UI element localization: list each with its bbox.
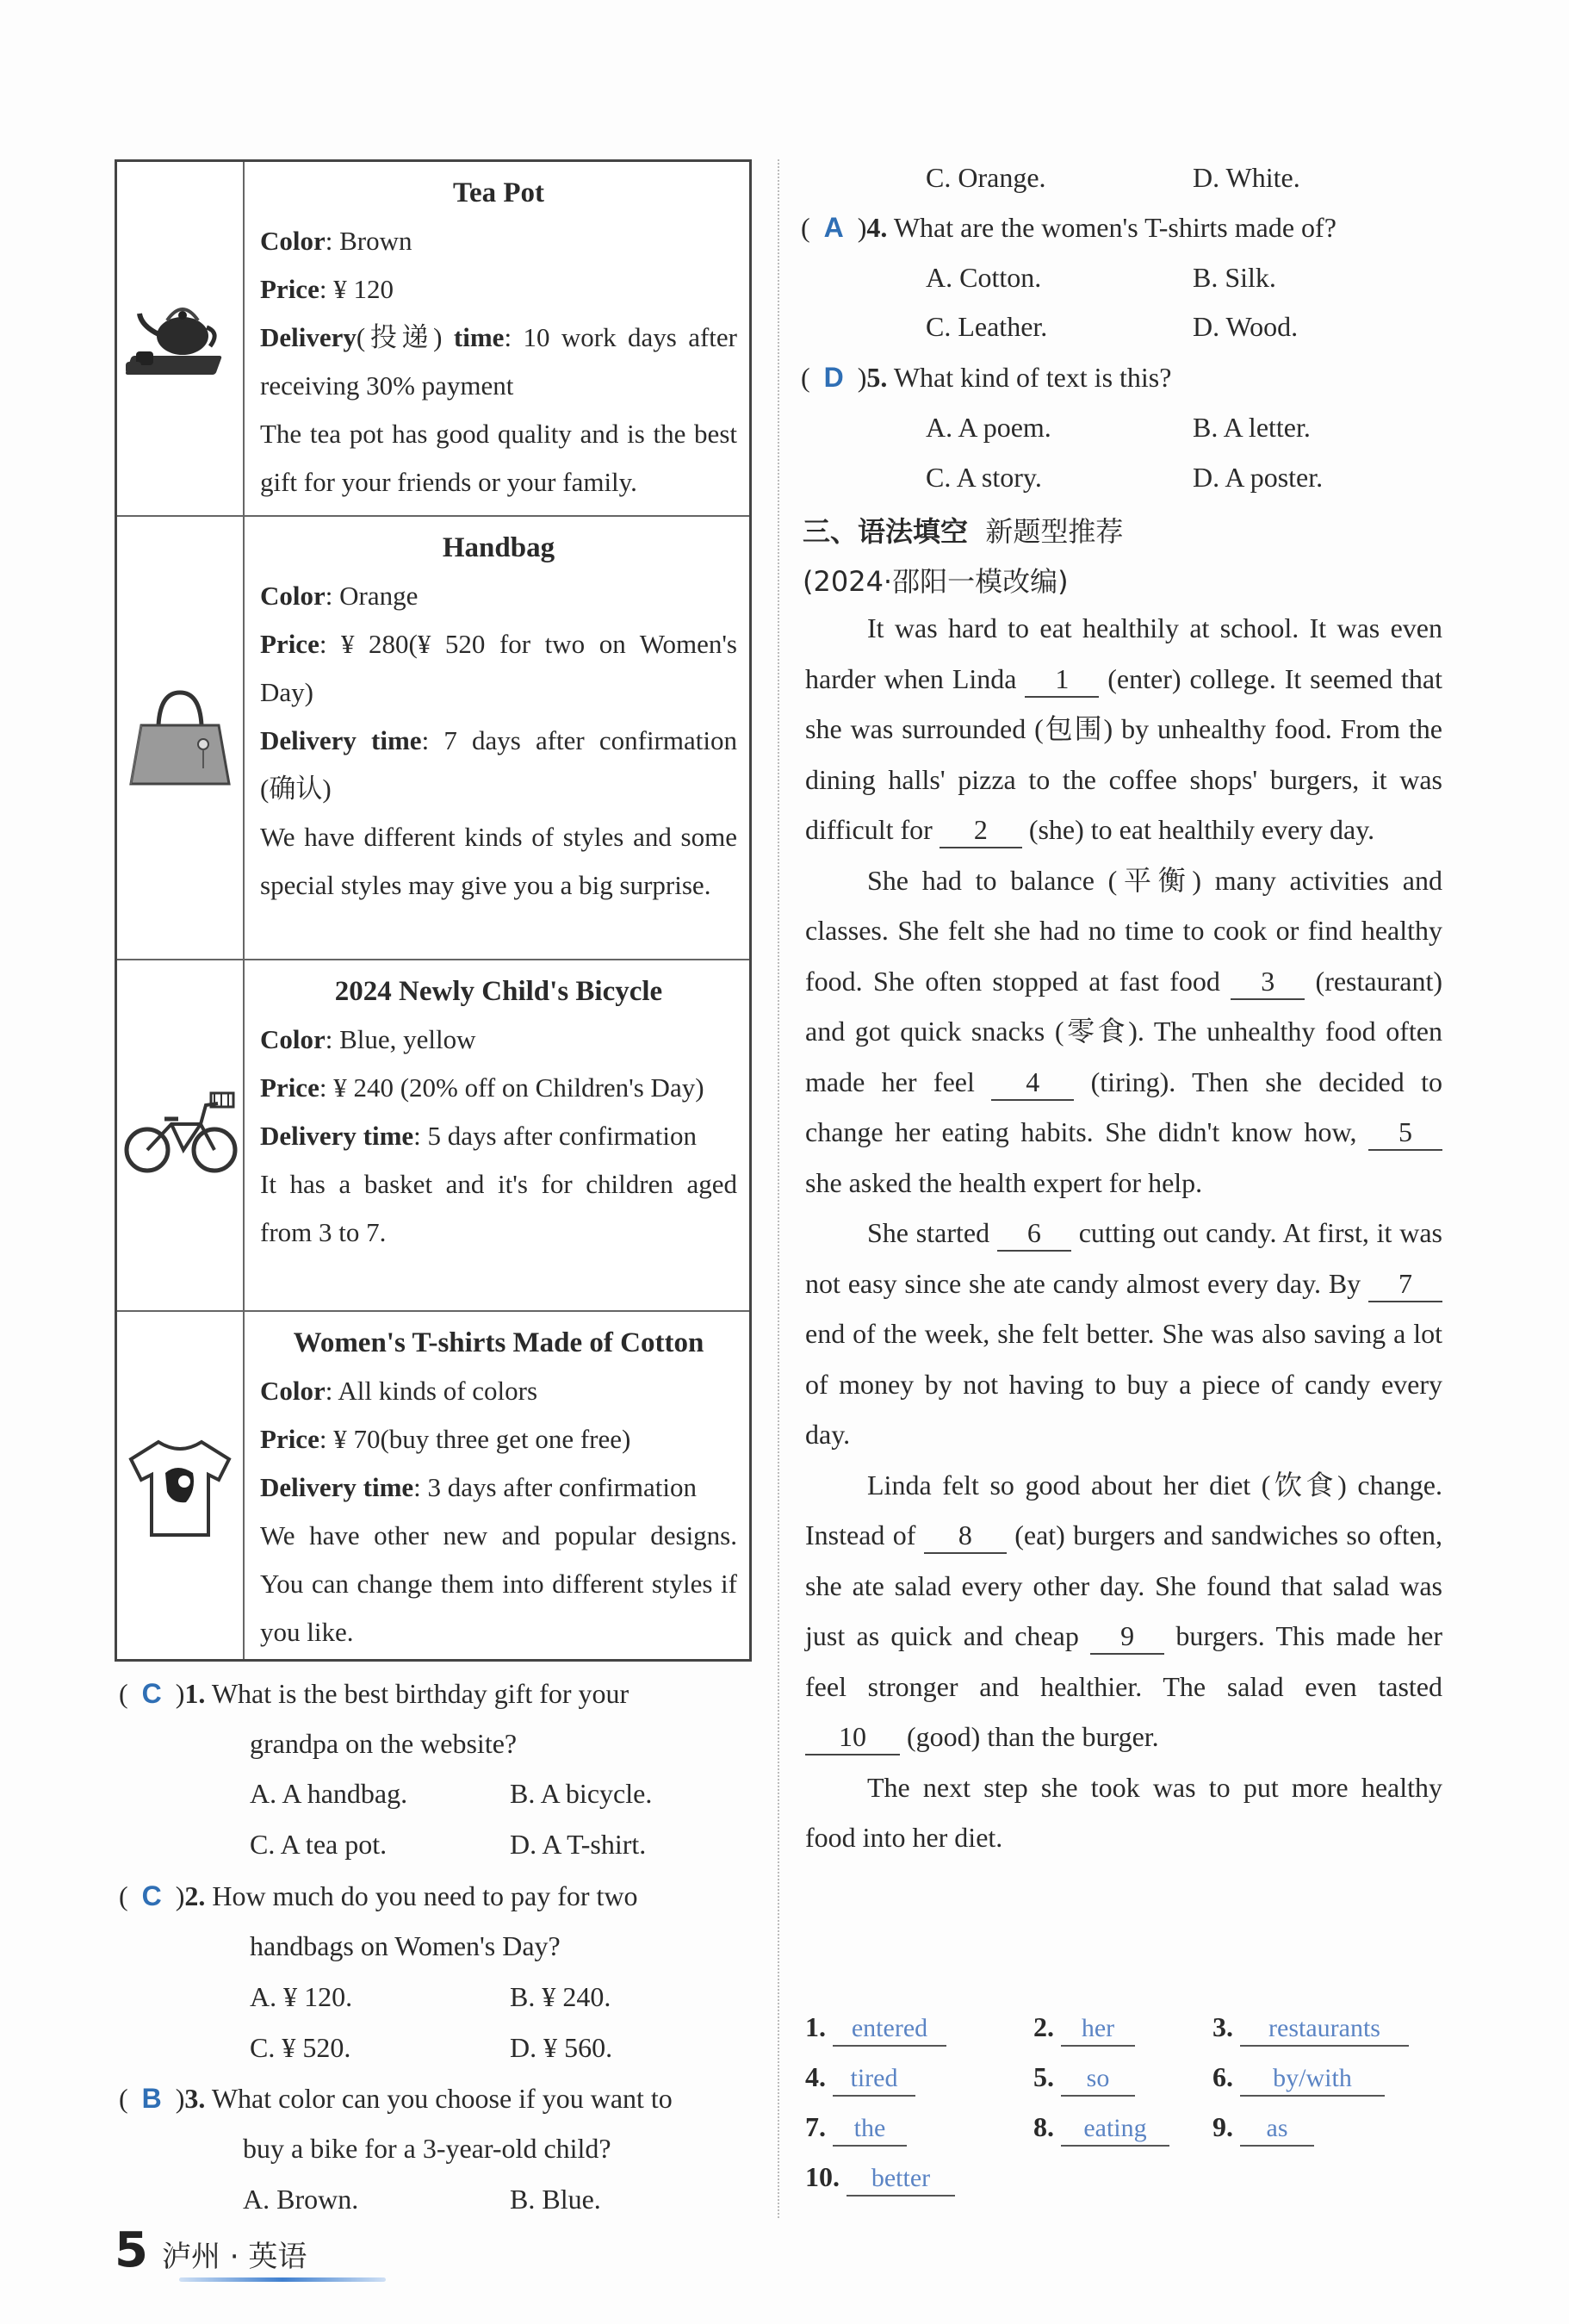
answer-key-5: 5. so [1033,2061,1135,2097]
passage-paragraph-2: She had to balance (平衡) many activities and classes. She felt she had no time to cook or find healthy food. She often stopped at fast food 3 (restaurant) and got quick snacks (零食). The unhealthy food often made her feel 4 (tiring). Then she decided to change her eating habits. She didn't know how, 5 she asked the health expert for help. [805,864,1443,1198]
product-description: The tea pot has good quality and is the best gift for your friends or your family. [260,419,737,497]
blank-1: 1 [1025,662,1099,698]
answer-key-7: 7. the [805,2111,907,2147]
passage-paragraph-1: It was hard to eat healthily at school. It was even harder when Linda 1 (enter) college. It seemed that she was surrounded (包围) by unhealthy food. From the dining halls' pizza to the coffee shops' burgers, it was difficult for 2 (she) to eat healthily every day. [805,603,1442,855]
answer-letter: C [141,1880,162,1911]
option: A. ¥ 120. [250,1981,353,2012]
option: C. Orange. [926,162,1046,193]
blank-7: 7 [1368,1266,1442,1302]
passage-paragraph-5: The next step she took was to put more healthy food into her diet. [805,1771,1442,1853]
blank-3: 3 [1231,964,1305,1000]
blank-9: 9 [1090,1619,1164,1655]
answer-key-1: 1. entered [805,2011,946,2047]
option: B. ¥ 240. [510,1981,611,2012]
answer-letter: B [141,2083,162,2114]
option: D. White. [1193,162,1300,193]
blank-4: 4 [991,1065,1074,1101]
question-2: ( C )2. How much do you need to pay for two [119,1880,638,1911]
answer-key-9: 9. as [1212,2111,1314,2147]
product-row-tshirt [117,1310,749,1659]
handbag-image [117,517,245,959]
product-description: It has a basket and it's for children aged from 3 to 7. [260,1169,737,1247]
product-title: Tea Pot [452,177,545,208]
blank-10: 10 [805,1719,900,1755]
handbag-details: Handbag Color: Orange Price: ¥ 280(¥ 520 for two on Women's Day) Delivery time: 7 days after confirmation (确认) We have different kinds of styles and some special styles may give you a big surprise. [245,517,749,959]
product-row-teapot [117,162,749,515]
product-row-handbag [117,515,749,959]
blank-2: 2 [940,812,1022,848]
question-3: ( B )3. What color can you choose if you want to [119,2083,673,2114]
bicycle-image [117,960,245,1310]
blank-8: 8 [924,1518,1007,1554]
product-title: 2024 Newly Child's Bicycle [334,976,663,1007]
option: A. A poem. [926,412,1051,443]
page-number: 5 [115,2222,148,2278]
option: A. Cotton. [926,262,1042,293]
option: C. A tea pot. [250,1829,388,1860]
section-title: 三、语法填空 新题型推荐 [803,515,1124,548]
tshirt-details: Women's T-shirts Made of Cotton Color: All kinds of colors Price: ¥ 70(buy three get one free) Delivery time: 3 days after confirmation We have other new and popular designs. You can change them into different styles if you like. [245,1312,749,1659]
question-5: ( D )5. What kind of text is this? [801,362,1172,393]
option: A. A handbag. [250,1778,408,1809]
answer-key-8: 8. eating [1033,2111,1169,2147]
product-title: Handbag [442,532,555,563]
product-title: Women's T-shirts Made of Cotton [293,1327,704,1358]
passage-paragraph-4: Linda felt so good about her diet (饮食) change. Instead of 8 (eat) burgers and sandwiches so often, she ate salad every other day. She found that salad was just as quick and cheap 9 burgers. This made her feel stronger and healthier. The salad even tasted 10 (good) than the burger. [805,1460,1442,1762]
question-3-line2: buy a bike for a 3-year-old child? [243,2133,611,2164]
option: B. Blue. [510,2184,601,2215]
answer-letter: C [141,1678,162,1709]
product-description: We have other new and popular designs. You can change them into different styles if you like. [260,1520,737,1647]
teapot-icon [124,283,236,395]
product-description: We have different kinds of styles and some special styles may give you a big surprise. [260,822,737,900]
option: A. Brown. [243,2184,359,2215]
tshirt-image [117,1312,245,1659]
option: D. A poster. [1193,462,1324,493]
footer-accent-line [179,2277,386,2282]
question-4: ( A )4. What are the women's T-shirts made of? [801,212,1336,243]
option: B. Silk. [1193,262,1276,293]
product-row-bicycle [117,959,749,1310]
teapot-image [117,162,245,515]
option: C. A story. [926,462,1042,493]
bicycle-details: 2024 Newly Child's Bicycle Color: Blue, yellow Price: ¥ 240 (20% off on Children's Day) Delivery time: 5 days after confirmation It has a basket and it's for children aged from 3 to 7. [245,960,749,1310]
answer-key-10: 10. better [805,2161,955,2197]
option: C. Leather. [926,311,1048,342]
option: C. ¥ 520. [250,2032,351,2063]
answer-letter: A [823,212,844,243]
passage-paragraph-3: She started 6 cutting out candy. At first, it was not easy since she ate candy almost every day. By 7 end of the week, she felt better. She was also saving a lot of money by not having to buy a piece of candy every day. [805,1217,1443,1450]
question-1: ( C )1. What is the best birthday gift for your [119,1678,629,1709]
blank-5: 5 [1368,1115,1442,1151]
answer-key-3: 3. restaurants [1212,2011,1409,2047]
column-divider [778,159,779,2218]
footer-text: 泸州 · 英语 [162,2240,307,2274]
option: B. A bicycle. [510,1778,653,1809]
tshirt-icon [124,1430,236,1542]
section-tag: 新题型推荐 [985,515,1124,548]
blank-6: 6 [997,1215,1071,1252]
section-source: (2024·邵阳一模改编) [803,565,1069,598]
question-2-line2: handbags on Women's Day? [250,1930,561,1961]
answer-key-6: 6. by/with [1212,2061,1385,2097]
teapot-details: Tea Pot Color: Brown Price: ¥ 120 Delivery(投递) time: 10 work days after receiving 30% payment The tea pot has good quality and is the best gift for your friends or your family. [245,162,749,515]
option: D. Wood. [1193,311,1299,342]
option: D. ¥ 560. [510,2032,613,2063]
bicycle-icon [121,1088,239,1183]
product-table [115,159,752,1662]
option: D. A T-shirt. [510,1829,647,1860]
answer-key-2: 2. her [1033,2011,1135,2047]
question-1-line2: grandpa on the website? [250,1728,518,1759]
option: B. A letter. [1193,412,1311,443]
handbag-icon [124,682,236,794]
answer-key-4: 4. tired [805,2061,915,2097]
answer-letter: D [823,362,844,393]
passage [805,603,1442,1863]
